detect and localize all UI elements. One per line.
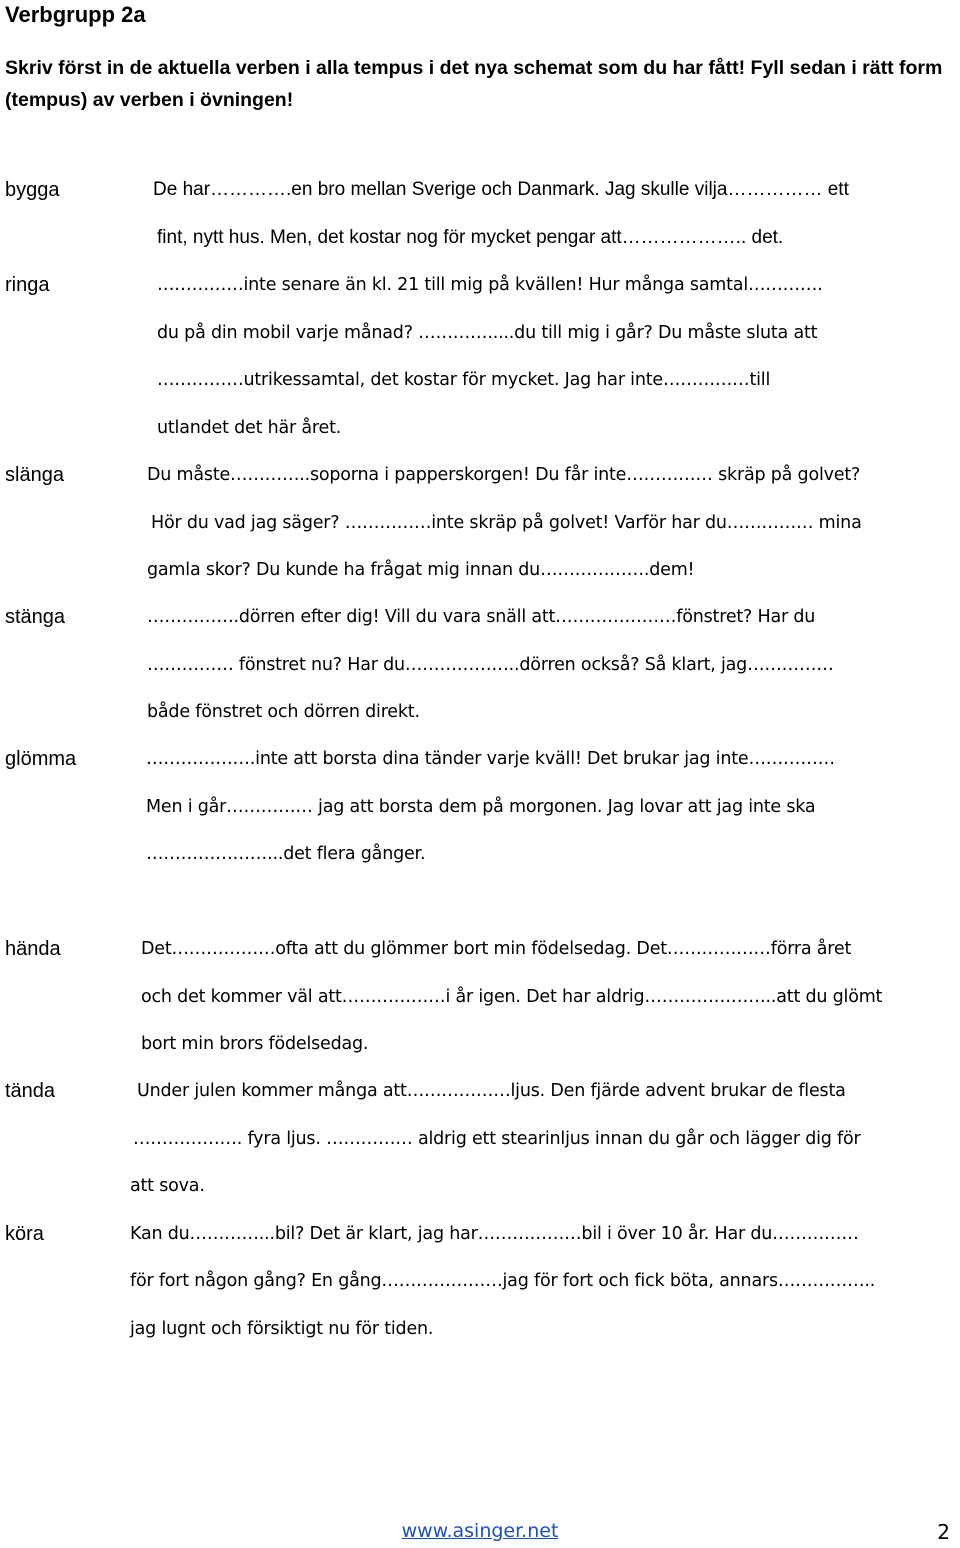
exercise-line: att sova. <box>130 1176 205 1196</box>
verb-label-stanga: stänga <box>5 606 66 628</box>
exercise-line: …………… fönstret nu? Har du………………..dörren också? Så klart, jag…………… <box>147 655 834 675</box>
exercise-line: Du måste…………..soporna i papperskorgen! Du får inte…………… skräp på golvet? <box>147 465 861 485</box>
verb-label-glomma: glömma <box>5 748 77 770</box>
exercise-line: du på din mobil varje månad? ………….....du till mig i går? Du måste sluta att <box>157 323 818 343</box>
verb-label-kora: köra <box>5 1223 44 1245</box>
footer-website-link[interactable]: www.asinger.net <box>401 1520 559 1542</box>
exercise-line: Under julen kommer många att………………ljus. Den fjärde advent brukar de flesta <box>137 1081 846 1101</box>
verb-label-handa: hända <box>5 938 61 960</box>
exercise-line: jag lugnt och försiktigt nu för tiden. <box>130 1319 434 1339</box>
verb-label-tanda: tända <box>5 1080 56 1102</box>
verb-label-slanga: slänga <box>5 464 64 486</box>
verb-label-ringa: ringa <box>5 274 50 296</box>
exercise-line: både fönstret och dörren direkt. <box>147 702 420 722</box>
exercise-line: för fort någon gång? En gång…………………jag för fort och fick böta, annars…………….. <box>130 1271 876 1291</box>
exercise-line: Det………………ofta att du glömmer bort min födelsedag. Det………………förra året <box>141 939 852 959</box>
exercise-line: ……………inte senare än kl. 21 till mig på kvällen! Hur många samtal…………. <box>157 275 823 295</box>
page-number: 2 <box>937 1520 950 1544</box>
verb-label-bygga: bygga <box>5 179 60 201</box>
exercise-line: De har………….en bro mellan Sverige och Danmark. Jag skulle vilja…………… ett <box>153 179 849 200</box>
exercise-line: och det kommer väl att………………i år igen. Det har aldrig…………………..att du glömt <box>141 987 883 1007</box>
exercise-line: Hör du vad jag säger? ……………inte skräp på golvet! Varför har du…………… mina <box>151 513 862 533</box>
exercise-line: ……………….inte att borsta dina tänder varje kväll! Det brukar jag inte…………… <box>146 749 835 769</box>
page-title: Verbgrupp 2a <box>5 2 146 27</box>
exercise-line: …………………...det flera gånger. <box>146 844 426 864</box>
exercise-line: …………….dörren efter dig! Vill du vara snäll att…………………fönstret? Har du <box>147 607 816 627</box>
exercise-line: ………………. fyra ljus. …………… aldrig ett stearinljus innan du går och lägger dig för <box>133 1129 861 1149</box>
exercise-line: gamla skor? Du kunde ha frågat mig innan du……………….dem! <box>147 560 695 580</box>
exercise-line: bort min brors födelsedag. <box>141 1034 369 1054</box>
exercise-line: Kan du…………...bil? Det är klart, jag har………………bil i över 10 år. Har du…………… <box>130 1224 859 1244</box>
exercise-line: Men i går…………… jag att borsta dem på morgonen. Jag lovar att jag inte ska <box>146 797 816 817</box>
exercise-line: fint, nytt hus. Men, det kostar nog för mycket pengar att……………….. det. <box>157 227 784 248</box>
exercise-line: ……………utrikessamtal, det kostar för mycket. Jag har inte……………till <box>157 370 771 390</box>
instructions: Skriv först in de aktuella verben i alla tempus i det nya schemat som du har fått! Fyll sedan i rätt form (tempus) av verben i övningen! <box>5 57 943 111</box>
exercise-line: utlandet det här året. <box>157 418 342 438</box>
